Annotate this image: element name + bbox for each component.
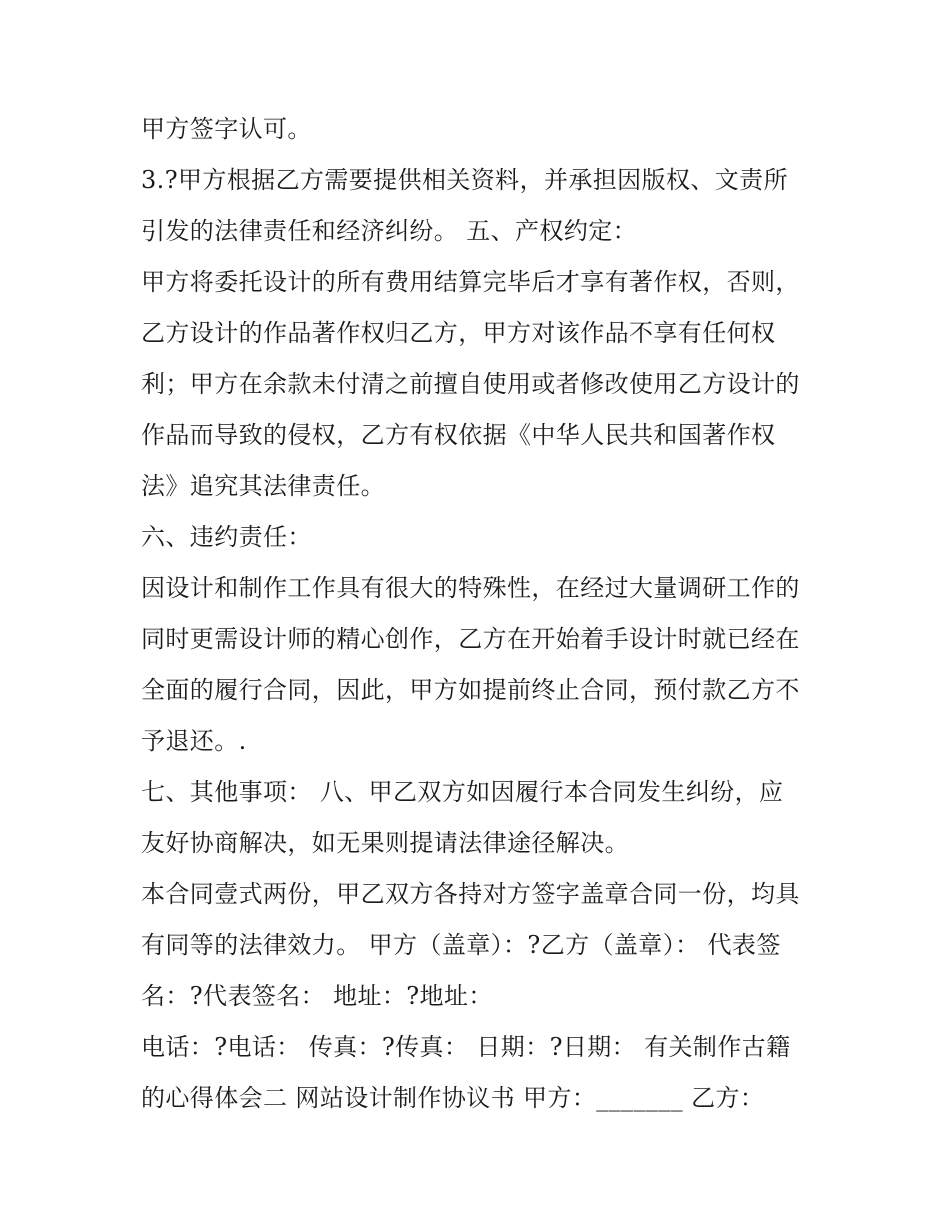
- text-line: 名：?代表签名： 地址：?地址：: [141, 982, 493, 1010]
- text-line: 同时更需设计师的精心创作，乙方在开始着手设计时就已经在: [141, 625, 800, 653]
- text-line: 的心得体会二 网站设计制作协议书 甲方：_______ 乙方：: [141, 1084, 765, 1112]
- text-line: 全面的履行合同，因此，甲方如提前终止合同，预付款乙方不: [141, 676, 800, 704]
- text-line: 本合同壹式两份，甲乙双方各持对方签字盖章合同一份，均具: [141, 880, 800, 908]
- text-line: 乙方设计的作品著作权归乙方，甲方对该作品不享有任何权: [141, 319, 776, 347]
- text-line: 因设计和制作工作具有很大的特殊性，在经过大量调研工作的: [141, 574, 800, 602]
- text-line: 利；甲方在余款未付清之前擅自使用或者修改使用乙方设计的: [141, 370, 800, 398]
- text-line: 法》追究其法律责任。: [141, 472, 385, 500]
- text-line: 引发的法律责任和经济纠纷。 五、产权约定：: [141, 217, 638, 245]
- text-line: 作品而导致的侵权，乙方有权依据《中华人民共和国著作权: [141, 421, 776, 449]
- section-heading: 六、违约责任：: [141, 523, 312, 551]
- text-line: 3.?甲方根据乙方需要提供相关资料，并承担因版权、文责所: [141, 166, 788, 194]
- text-line: 有同等的法律效力。 甲方（盖章）：?乙方（盖章）： 代表签: [141, 931, 781, 959]
- text-line: 甲方签字认可。: [141, 115, 312, 143]
- text-line: 友好协商解决，如无果则提请法律途径解决。: [141, 829, 629, 857]
- text-line: 甲方将委托设计的所有费用结算完毕后才享有著作权，否则，: [141, 268, 800, 296]
- text-line: 电话：?电话： 传真：?传真： 日期：?日期： 有关制作古籍: [141, 1033, 791, 1061]
- text-line: 七、其他事项： 八、甲乙双方如因履行本合同发生纠纷，应: [141, 778, 784, 806]
- text-line: 予退还。.: [141, 727, 247, 755]
